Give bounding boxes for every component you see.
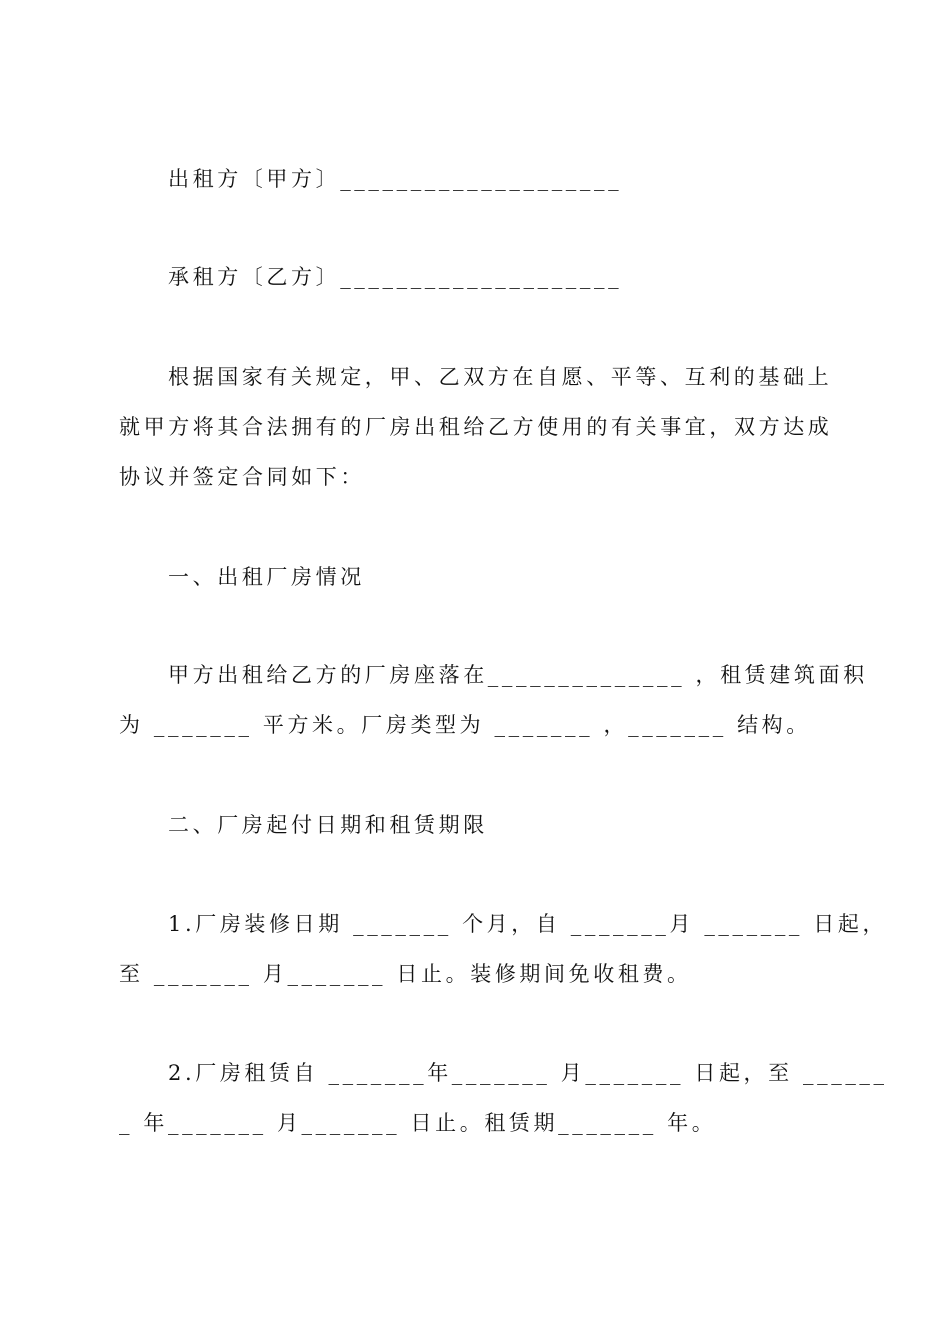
- section2-heading: 二、厂房起付日期和租赁期限: [168, 813, 488, 837]
- section2-item2-line-1: 2.厂房租赁自 _______年_______ 月_______ 日起，至 ______: [168, 1061, 888, 1085]
- preamble-line-3: 协议并签定合同如下：: [119, 465, 365, 489]
- lessee-line: 承租方〔乙方〕____________________: [168, 265, 623, 289]
- preamble-line-1: 根据国家有关规定，甲、乙双方在自愿、平等、互利的基础上: [168, 365, 833, 389]
- preamble-line-2: 就甲方将其合法拥有的厂房出租给乙方使用的有关事宜，双方达成: [119, 415, 833, 439]
- lessor-line: 出租方〔甲方〕____________________: [168, 167, 623, 191]
- section1-line-2: 为 _______ 平方米。厂房类型为 _______ ，_______ 结构。: [119, 713, 811, 737]
- section1-line-1: 甲方出租给乙方的厂房座落在______________ ，租赁建筑面积: [168, 663, 868, 687]
- section2-item1-line-2: 至 _______ 月_______ 日止。装修期间免收租费。: [119, 962, 692, 986]
- section2-item1-line-1: 1.厂房装修日期 _______ 个月，自 _______月 _______ 日起，: [168, 912, 888, 936]
- section1-heading: 一、出租厂房情况: [168, 565, 365, 589]
- section2-item2-line-2: _ 年_______ 月_______ 日止。租赁期_______ 年。: [119, 1111, 717, 1135]
